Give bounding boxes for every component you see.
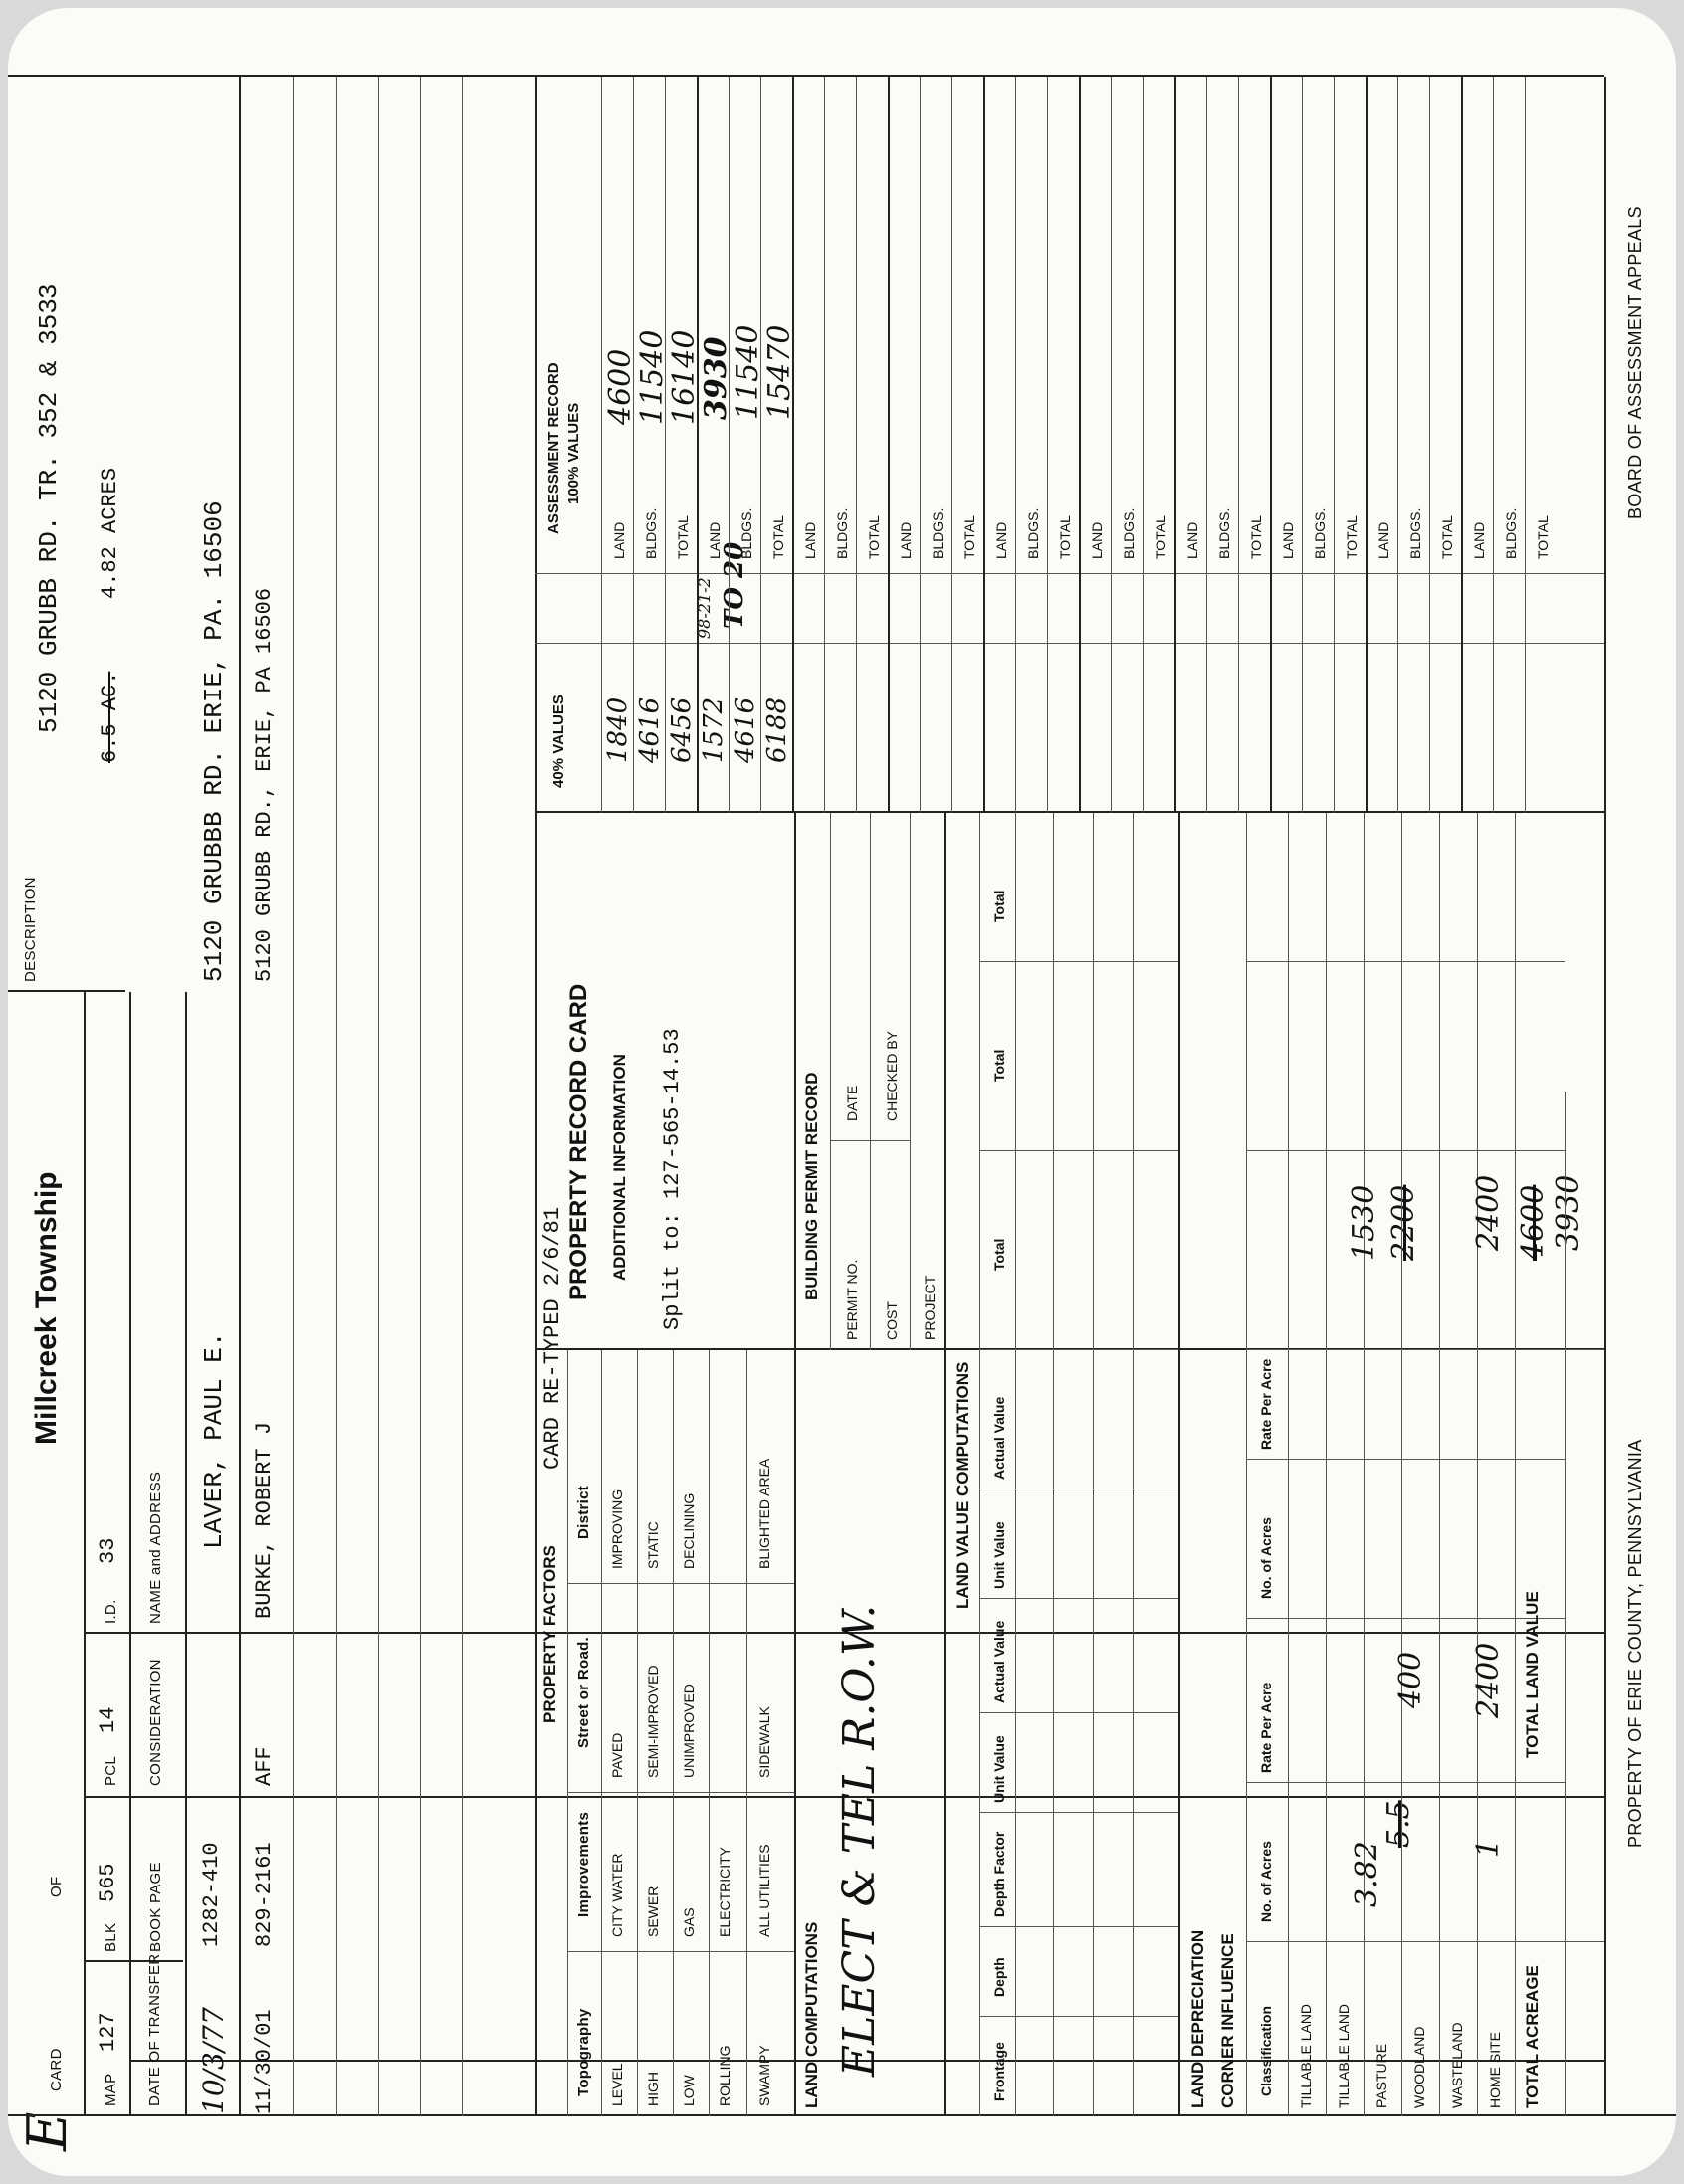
township-title: Millcreek Township [30,1171,63,1445]
assess-bldgs-4-label: BLDGS. [930,507,946,559]
pasture-acres: 3.82 [1350,1841,1384,1907]
transfer-2-consideration: AFF [252,1746,277,1786]
street-sidewalk: SIDEWALK [756,1706,772,1778]
v40-land-2: 1572 [699,696,729,763]
pasture-acres-old: 5.5 [1381,1800,1416,1848]
home-site-acres: 1 [1471,1838,1506,1858]
land-value-title: LAND VALUE COMPUTATIONS [953,1361,972,1609]
class-home-site: HOME SITE [1487,2031,1503,2108]
v40-note-to: TO 20 [720,541,749,629]
of-label: OF [48,1876,65,1897]
topo-high: HIGH [645,2072,661,2106]
district-declining: DECLINING [681,1492,697,1569]
lv-col-frontage: Frontage [991,2042,1007,2101]
district-blighted-area: BLIGHTED AREA [756,1458,772,1569]
transfer-1-name: LAVER, PAUL E. [199,1331,229,1549]
assessment-title: ASSESSMENT RECORD [545,362,562,534]
permit-cost-label: COST [884,1301,900,1340]
card-retyped: CARD RE-TYPED 2/6/81 [540,1206,565,1470]
assess-land-1: 4600 [603,348,638,425]
col-book-page: BOOK PAGE [147,1862,164,1952]
district-improving: IMPROVING [609,1489,625,1569]
id-label: I.D. [103,1599,119,1624]
impr-all-utilities: ALL UTILITIES [756,1844,772,1937]
transfer-1-book: 1282-410 [199,1842,224,1947]
map-value: 127 [96,2012,120,2052]
assessment-subtitle: 100% VALUES [565,402,582,504]
lv-col-unit-value-1: Unit Value [991,1735,1007,1803]
pcl-label: PCL [103,1755,119,1786]
district-static: STATIC [645,1521,661,1569]
building-permit-title: BUILDING PERMIT RECORD [802,1072,821,1300]
v40-bldgs-1: 4616 [635,696,665,763]
assess-land-4-label: LAND [898,521,914,559]
assess-land-6-label: LAND [1089,521,1105,559]
class-pasture: PASTURE [1373,2043,1389,2108]
assess-bldgs-1: 11540 [635,329,670,425]
map-label: MAP [103,2073,119,2106]
left-frame [8,2114,1676,2116]
col-date-of-transfer: DATE OF TRANSFER [146,1953,163,2106]
lv-col-depth: Depth [991,1957,1007,1997]
street-paved: PAVED [609,1732,625,1778]
land-computations-title: LAND COMPUTATIONS [802,1921,821,2108]
topo-low: LOW [681,2075,697,2106]
acres-old: 6.5 AC. [98,671,122,763]
topo-level: LEVEL [609,2063,625,2106]
lv-col-unit-value-2: Unit Value [991,1521,1007,1589]
footer-property-of: PROPERTY OF ERIE COUNTY, PENNSYLVANIA [1625,1439,1645,1848]
assess-land-8-label: LAND [1280,521,1296,559]
v40-total-1: 6456 [667,696,697,763]
col-name-address: NAME and ADDRESS [147,1471,164,1624]
acre-col-no-of-acres-2: No. of Acres [1258,1517,1274,1599]
class-tillable-2: TILLABLE LAND [1336,2003,1352,2108]
transfer-2-book: 829-2161 [252,1842,277,1947]
id-value: 33 [96,1537,120,1564]
col-topography: Topography [575,2008,592,2096]
assess-total-1: 16140 [667,329,702,425]
class-tillable-1: TILLABLE LAND [1298,2003,1314,2108]
assess-total-10-label: TOTAL [1535,515,1551,559]
lv-col-total-1: Total [991,1238,1007,1271]
land-depreciation-label: LAND DEPRECIATION [1188,1929,1207,2108]
assess-total-7-label: TOTAL [1248,515,1264,559]
blk-value: 565 [96,1863,120,1902]
assess-bldgs-2-label: BLDGS. [738,507,754,559]
acre-col-rate-per-acre-1: Rate Per Acre [1258,1682,1274,1773]
home-site-total: 2400 [1471,1174,1506,1251]
impr-sewer: SEWER [645,1886,661,1937]
additional-info-title: ADDITIONAL INFORMATION [610,1054,629,1281]
street-unimproved: UNIMPROVED [681,1684,697,1778]
values-40-title: 40% VALUES [550,695,567,788]
assess-total-9-label: TOTAL [1439,515,1455,559]
pasture-total-old: 2200 [1386,1184,1421,1261]
assess-bldgs-7-label: BLDGS. [1216,507,1232,559]
permit-project-label: PROJECT [922,1275,938,1340]
lv-col-total-3: Total [991,890,1007,922]
v40-bldgs-2: 4616 [731,696,760,763]
transfer-2-date: 11/30/01 [252,2009,277,2114]
assess-total-6-label: TOTAL [1153,515,1168,559]
assess-bldgs-6-label: BLDGS. [1121,507,1137,559]
total-acreage-label: TOTAL ACREAGE [1523,1965,1542,2108]
col-consideration: CONSIDERATION [147,1659,164,1786]
assess-bldgs-2: 11540 [731,324,765,420]
acre-col-no-of-acres-1: No. of Acres [1258,1841,1274,1922]
v40-land-1: 1840 [603,696,633,763]
property-factors-title: PROPERTY FACTORS [540,1545,559,1723]
top-rule [84,992,86,2116]
total-land-value-new: 3930 [1551,1174,1585,1251]
assess-land-9-label: LAND [1375,521,1391,559]
assess-bldgs-3-label: BLDGS. [834,507,850,559]
impr-gas: GAS [681,1907,697,1937]
col-improvements: Improvements [575,1811,592,1917]
permit-no-label: PERMIT NO. [844,1259,860,1340]
assess-land-7-label: LAND [1184,521,1200,559]
card-letter: E [16,2111,79,2151]
lv-col-depth-factor: Depth Factor [991,1831,1007,1917]
acre-col-classification: Classification [1258,2005,1274,2096]
pasture-total: 1530 [1347,1184,1381,1261]
assess-total-4-label: TOTAL [961,515,977,559]
lv-col-actual-value-2: Actual Value [991,1396,1007,1480]
desc-divider [8,990,125,992]
blk-label: BLK [103,1922,119,1952]
assess-total-1-label: TOTAL [675,515,691,559]
lv-col-actual-value-1: Actual Value [991,1620,1007,1703]
street-semi-improved: SEMI-IMPROVED [645,1665,661,1778]
lv-col-total-2: Total [991,1049,1007,1082]
description-line1: 5120 GRUBB RD. TR. 352 & 3533 [34,283,64,733]
class-wasteland: WASTELAND [1449,2022,1465,2108]
topo-rolling: ROLLING [717,2045,733,2106]
assess-bldgs-9-label: BLDGS. [1407,507,1423,559]
v40-note: 98-21-2 [695,577,714,639]
assess-bldgs-10-label: BLDGS. [1503,507,1519,559]
impr-electricity: ELECTRICITY [717,1846,733,1937]
transfer-2-name: BURKE, ROBERT J [252,1421,277,1619]
assess-land-3-label: LAND [802,521,818,559]
record-card-title: PROPERTY RECORD CARD [565,983,592,1300]
transfer-1-date: 10/3/77 [197,2007,230,2114]
topo-swampy: SWAMPY [756,2045,772,2106]
assess-total-2-label: TOTAL [770,515,786,559]
acre-col-rate-per-acre-2: Rate Per Acre [1258,1358,1274,1450]
transfer-2-address: 5120 GRUBB RD., ERIE, PA 16506 [252,587,277,982]
assess-total-3-label: TOTAL [866,515,882,559]
assess-total-8-label: TOTAL [1344,515,1360,559]
split-to-note: Split to: 127-565-14.53 [660,1028,685,1330]
assess-land-1-label: LAND [611,521,627,559]
woodland-rate: 400 [1393,1651,1428,1708]
assess-total-5-label: TOTAL [1057,515,1073,559]
class-woodland: WOODLAND [1411,2026,1427,2108]
total-land-value-old: 4600 [1516,1184,1551,1261]
assess-bldgs-5-label: BLDGS. [1025,507,1041,559]
rotated-card-content [8,8,1676,2176]
permit-checked-by-label: CHECKED BY [884,1030,900,1121]
card-label: CARD [48,2048,65,2091]
assess-bldgs-8-label: BLDGS. [1312,507,1328,559]
assess-land-10-label: LAND [1471,521,1487,559]
property-record-card [8,8,1676,2176]
pcl-value: 14 [96,1706,120,1733]
v40-total-2: 6188 [762,696,792,763]
corner-influence-label: CORNER INFLUENCE [1218,1933,1237,2108]
description-label: DESCRIPTION [22,877,39,982]
assess-land-5-label: LAND [993,521,1009,559]
col-district: District [575,1485,592,1539]
home-site-rate: 2400 [1471,1642,1506,1718]
col-street-road: Street or Road. [575,1636,592,1748]
permit-date-label: DATE [844,1085,860,1121]
right-frame [8,75,1604,77]
impr-city-water: CITY WATER [609,1853,625,1937]
acres-new: 4.82 ACRES [98,467,122,599]
transfer-1-address: 5120 GRUBBB RD. ERIE, PA. 16506 [199,500,229,982]
total-land-value-label: TOTAL LAND VALUE [1523,1591,1542,1758]
footer-board: BOARD OF ASSESSMENT APPEALS [1625,206,1645,519]
assess-bldgs-1-label: BLDGS. [643,507,659,559]
land-computations-note: ELECT & TEL R.O.W. [834,1604,885,2077]
assess-total-2: 15470 [762,324,797,420]
assess-land-2-label: LAND [707,521,723,559]
assess-land-2: 3930 [699,336,734,420]
